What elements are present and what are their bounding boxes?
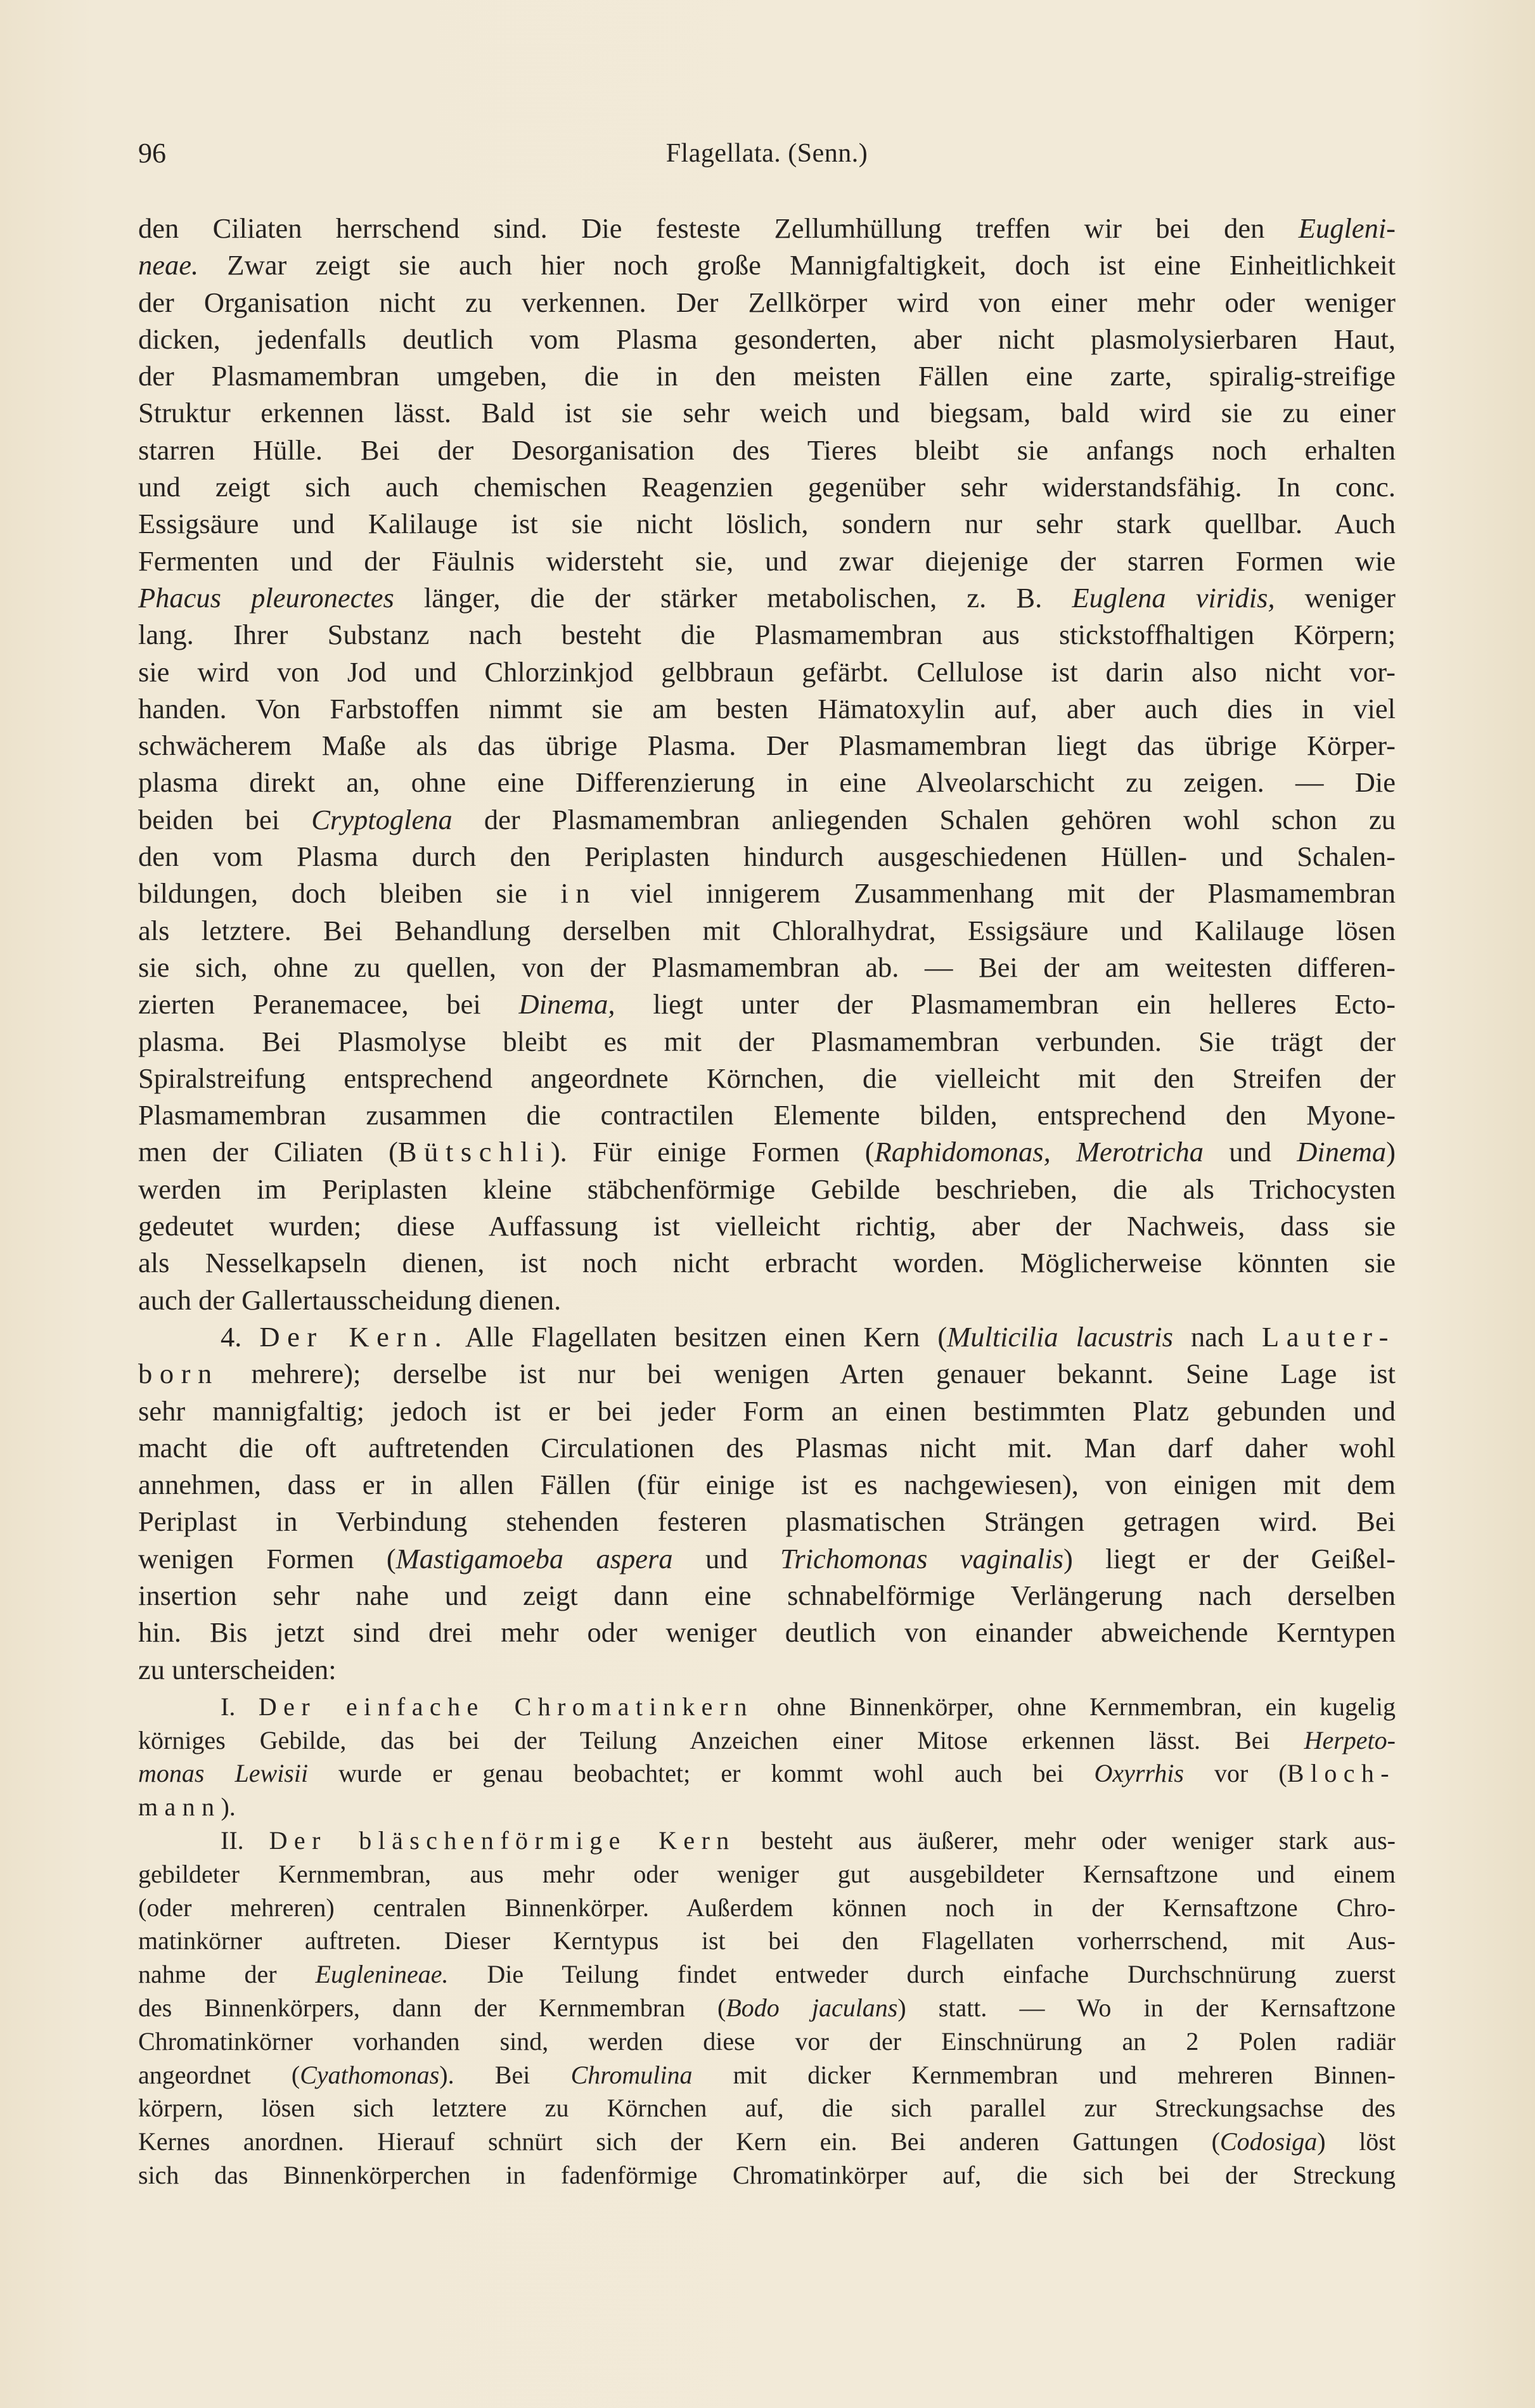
text-run: Zwar zeigt sie auch hier noch große Mannigfaltigkeit, doch ist eine Einheitlichkeit: [198, 249, 1396, 281]
text-line: [138, 764, 1396, 801]
italic-text: Cryptoglena: [311, 803, 453, 835]
text-run: besteht aus äußerer, mehr oder weniger stark aus-: [735, 1826, 1396, 1855]
italic-text: Trichomonas vaginalis: [780, 1542, 1063, 1574]
text-line: [138, 2125, 1396, 2159]
text-run: mehrere); derselbe ist nur bei wenigen Arten genauer bekannt. Seine Lage ist: [219, 1358, 1396, 1390]
text-run: körniges Gebilde, das bei der Teilung Anzeichen einer Mitose erkennen lässt. Bei: [138, 1725, 1304, 1754]
text-run: zu unterscheiden:: [138, 1653, 337, 1685]
italic-text: Codosiga: [1219, 2127, 1318, 2156]
text-line: [138, 1023, 1396, 1060]
text-line: [138, 284, 1396, 321]
text-run: insertion sehr nahe und zeigt dann eine schnabelförmige Verlängerung nach derselben: [138, 1579, 1396, 1611]
text-run: ).: [221, 1793, 236, 1822]
text-run: beiden bei: [138, 803, 312, 835]
text-run: annehmen, dass er in allen Fällen (für einige ist es nachgewiesen), von einigen mit dem: [138, 1469, 1396, 1501]
spaced-text: Der einfache Chromatinkern: [258, 1692, 754, 1721]
spaced-text: in: [560, 877, 598, 910]
text-run: mit dicker Kernmembran und mehreren Binnen-: [692, 2060, 1396, 2089]
spaced-text: Der bläschenförmige Kern: [269, 1826, 736, 1855]
text-run: gedeutet wurden; diese Auffassung ist vielleicht richtig, aber der Nachweis, dass sie: [138, 1210, 1396, 1242]
text-line: [138, 949, 1396, 986]
italic-text: Euglena viridis,: [1072, 581, 1275, 614]
text-run: Essigsäure und Kalilauge ist sie nicht löslich, sondern nur sehr stark quellbar. Auch: [138, 508, 1396, 540]
text-run: lang. Ihrer Substanz nach besteht die Plasmamembran aus stickstoffhaltigen Körpern;: [138, 619, 1396, 651]
text-run: gebildeter Kernmembran, aus mehr oder weniger gut ausgebildeter Kernsaftzone und einem: [138, 1859, 1396, 1888]
text-run: sie wird von Jod und Chlorzinkjod gelbbraun gefärbt. Cellulose ist darin also nicht vor-: [138, 655, 1396, 688]
text-line: [138, 1724, 1396, 1758]
text-line: [138, 543, 1396, 579]
text-line: [138, 1858, 1396, 1891]
spaced-text: Der Kern.: [259, 1320, 449, 1353]
italic-text: Dinema: [1297, 1136, 1387, 1168]
text-run: und zeigt sich auch chemischen Reagenzien gegenüber sehr widerstandsfähig. In conc.: [138, 471, 1396, 503]
text-line: [138, 2025, 1396, 2059]
page-number: 96: [138, 138, 166, 169]
text-line: [138, 2159, 1396, 2192]
text-run: und: [672, 1542, 781, 1574]
italic-text: Eugleni-: [1298, 212, 1396, 244]
text-line: [138, 1924, 1396, 1958]
text-line: [138, 394, 1396, 431]
text-line: [138, 321, 1396, 357]
text-line: [138, 838, 1396, 875]
text-line: [138, 1540, 1396, 1577]
text-line: [138, 210, 1396, 247]
text-run: plasma. Bei Plasmolyse bleibt es mit der Plasmamembran verbunden. Sie trägt der: [138, 1025, 1396, 1057]
text-run: der Plasmamembran umgeben, die in den meisten Fällen eine zarte, spiralig-streifige: [138, 360, 1396, 392]
text-run: nahme der: [138, 1960, 316, 1989]
italic-text: Herpeto-: [1304, 1725, 1396, 1754]
text-line: [138, 986, 1396, 1022]
italic-text: monas Lewisii: [138, 1759, 309, 1788]
text-line: [138, 1791, 1396, 1824]
text-run: Struktur erkennen lässt. Bald ist sie sehr weich und biegsam, bald wird sie zu einer: [138, 397, 1396, 429]
text-run: auch der Gallertausscheidung dienen.: [138, 1284, 562, 1316]
text-line: [138, 616, 1396, 653]
kerntypen-list: [138, 1690, 1396, 2192]
text-line: [138, 1958, 1396, 1992]
text-line: [138, 1577, 1396, 1614]
text-run: weniger: [1275, 581, 1396, 614]
text-run: Alle Flagellaten besitzen einen Kern (: [449, 1320, 947, 1353]
text-run: nach: [1172, 1320, 1262, 1353]
text-run: Periplast in Verbindung stehenden festeren plasmatischen Strängen getragen wird. Bei: [138, 1505, 1396, 1538]
page-header: [138, 134, 1396, 172]
text-run: werden im Periplasten kleine stäbchenförmige Gebilde beschrieben, die als Trichocysten: [138, 1173, 1396, 1205]
main-paragraphs: [138, 210, 1396, 1688]
text-line: [138, 1757, 1396, 1791]
text-run: vor (: [1183, 1759, 1287, 1788]
italic-text: Bodo jaculans: [726, 1993, 898, 2023]
spaced-text: born: [138, 1358, 219, 1390]
text-line: [138, 1614, 1396, 1651]
text-line: [138, 1207, 1396, 1244]
text-line: [138, 1824, 1396, 1858]
text-run: körpern, lösen sich letztere zu Körnchen auf, die sich parallel zur Streckungsachse des: [138, 2094, 1396, 2123]
text-run: macht die oft auftretenden Circulationen des Plasmas nicht mit. Man darf daher wohl: [138, 1431, 1396, 1464]
text-run: des Binnenkörpers, dann der Kernmembran (: [138, 1993, 726, 2023]
text-run: zierten Peranemacee, bei: [138, 988, 519, 1021]
italic-text: Euglenineae.: [315, 1960, 449, 1989]
text-run: Fermenten und der Fäulnis widersteht sie, und zwar diejenige der starren Formen wie: [138, 544, 1396, 577]
text-run: handen. Von Farbstoffen nimmt sie am besten Hämatoxylin auf, aber auch dies in viel: [138, 692, 1396, 724]
text-line: [138, 2092, 1396, 2125]
text-line: [138, 1133, 1396, 1170]
italic-text: Cyathomonas: [300, 2060, 440, 2089]
text-run: sehr mannigfaltig; jedoch ist er bei jeder Form an einen bestimmten Platz gebunden und: [138, 1394, 1396, 1427]
text-run: Die Teilung findet entweder durch einfache Durchschnürung zuerst: [448, 1960, 1396, 1989]
text-run: Plasmamembran zusammen die contractilen Elemente bilden, entsprechend den Myone-: [138, 1099, 1396, 1131]
italic-text: Mastigamoeba aspera: [395, 1542, 673, 1574]
text-run: ) liegt er der Geißel-: [1063, 1542, 1396, 1574]
text-line: [138, 1097, 1396, 1133]
spaced-text: mann: [138, 1793, 221, 1822]
text-line: [138, 801, 1396, 838]
italic-text: Dinema,: [518, 988, 615, 1021]
text-line: [138, 1503, 1396, 1540]
text-run: hin. Bis jetzt sind drei mehr oder weniger deutlich von einander abweichende Kerntypen: [138, 1616, 1396, 1649]
text-run: angeordnet (: [138, 2060, 300, 2089]
text-run: Spiralstreifung entsprechend angeordnete Körnchen, die vielleicht mit den Streifen der: [138, 1062, 1396, 1094]
italic-text: Chromulina: [570, 2060, 693, 2089]
text-line: [138, 1891, 1396, 1925]
text-run: dicken, jedenfalls deutlich vom Plasma gesonderten, aber nicht plasmolysierbaren Haut,: [138, 323, 1396, 355]
italic-text: Raphidomonas, Merotricha: [874, 1136, 1204, 1168]
text-run: plasma direkt an, ohne eine Differenzierung in eine Alveolarschicht zu zeigen. — Die: [138, 766, 1396, 799]
text-line: [138, 468, 1396, 505]
text-run: schwächerem Maße als das übrige Plasma. Der Plasmamembran liegt das übrige Körper-: [138, 730, 1396, 762]
text-line: [138, 912, 1396, 949]
text-run: der Plasmamembran anliegenden Schalen gehören wohl schon zu: [452, 803, 1396, 835]
text-line: [138, 1393, 1396, 1429]
body-text: [138, 210, 1396, 2192]
text-run: bildungen, doch bleiben sie: [138, 877, 561, 910]
text-run: länger, die der stärker metabolischen, z. B.: [394, 581, 1072, 614]
spaced-text: Bütschli: [397, 1136, 551, 1168]
text-run: ) statt. — Wo in der Kernsaftzone: [897, 1993, 1396, 2023]
italic-text: Oxyrrhis: [1094, 1759, 1184, 1788]
text-line: [138, 1355, 1396, 1392]
spaced-text: Lauter-: [1261, 1320, 1396, 1353]
text-run: der Organisation nicht zu verkennen. Der Zellkörper wird von einer mehr oder weniger: [138, 286, 1396, 318]
text-run: wurde er genau beobachtet; er kommt wohl auch bei: [308, 1759, 1095, 1788]
text-line: [138, 1651, 1396, 1688]
text-run: den vom Plasma durch den Periplasten hindurch ausgeschiedenen Hüllen- und Schalen-: [138, 840, 1396, 873]
text-line: [138, 1244, 1396, 1281]
spaced-text: Bloch-: [1287, 1759, 1396, 1788]
text-line: [138, 1282, 1396, 1318]
text-run: 4.: [221, 1320, 260, 1353]
text-run: den Ciliaten herrschend sind. Die festeste Zellumhüllung treffen wir bei den: [138, 212, 1299, 244]
text-line: [138, 654, 1396, 690]
text-run: viel innigerem Zusammenhang mit der Plasmamembran: [597, 877, 1396, 910]
text-run: sich das Binnenkörperchen in fadenförmige Chromatinkörper auf, die sich bei der Streckung: [138, 2161, 1396, 2190]
text-run: und: [1204, 1136, 1297, 1168]
text-run: II.: [221, 1826, 269, 1855]
text-line: [138, 1318, 1396, 1355]
text-line: [138, 875, 1396, 911]
text-run: I.: [221, 1692, 259, 1721]
text-line: [138, 2059, 1396, 2092]
text-run: Kernes anordnen. Hierauf schnürt sich der Kern ein. Bei anderen Gattungen (: [138, 2127, 1220, 2156]
text-line: [138, 1690, 1396, 1724]
text-run: sie sich, ohne zu quellen, von der Plasmamembran ab. — Bei der am weitesten differen-: [138, 951, 1396, 983]
text-line: [138, 247, 1396, 283]
italic-text: Multicilia lacustris: [947, 1320, 1173, 1353]
text-line: [138, 357, 1396, 394]
running-title: Flagellata. (Senn.): [665, 139, 868, 168]
text-run: matinkörner auftreten. Dieser Kerntypus ist bei den Flagellaten vorherrschend, mit Aus-: [138, 1926, 1396, 1955]
text-run: men der Ciliaten (: [138, 1136, 398, 1168]
text-run: Chromatinkörner vorhanden sind, werden diese vor der Einschnürung an 2 Polen radiär: [138, 2026, 1396, 2056]
text-line: [138, 1992, 1396, 2025]
text-run: liegt unter der Plasmamembran ein helleres Ecto-: [615, 988, 1396, 1021]
text-line: [138, 690, 1396, 727]
text-run: ): [1386, 1136, 1396, 1168]
text-run: ) löst: [1317, 2127, 1396, 2156]
text-run: als letztere. Bei Behandlung derselben mit Chloralhydrat, Essigsäure und Kalilauge lösen: [138, 914, 1396, 946]
text-run: starren Hülle. Bei der Desorganisation des Tieres bleibt sie anfangs noch erhalten: [138, 434, 1396, 466]
text-run: als Nesselkapseln dienen, ist noch nicht erbracht worden. Möglicherweise könnten sie: [138, 1247, 1396, 1279]
text-line: [138, 1466, 1396, 1503]
text-line: [138, 505, 1396, 542]
text-run: wenigen Formen (: [138, 1542, 396, 1574]
text-line: [138, 432, 1396, 468]
text-run: ohne Binnenkörper, ohne Kernmembran, ein kugelig: [753, 1692, 1396, 1721]
text-line: [138, 1060, 1396, 1097]
text-line: [138, 1429, 1396, 1466]
italic-text: Phacus pleuronectes: [138, 581, 394, 614]
text-run: ). Bei: [439, 2060, 571, 2089]
text-line: [138, 1171, 1396, 1207]
text-line: [138, 579, 1396, 616]
italic-text: neae.: [138, 249, 199, 281]
text-run: (oder mehreren) centralen Binnenkörper. Außerdem können noch in der Kernsaftzone Chro-: [138, 1893, 1396, 1922]
text-run: ). Für einige Formen (: [550, 1136, 875, 1168]
text-line: [138, 727, 1396, 764]
